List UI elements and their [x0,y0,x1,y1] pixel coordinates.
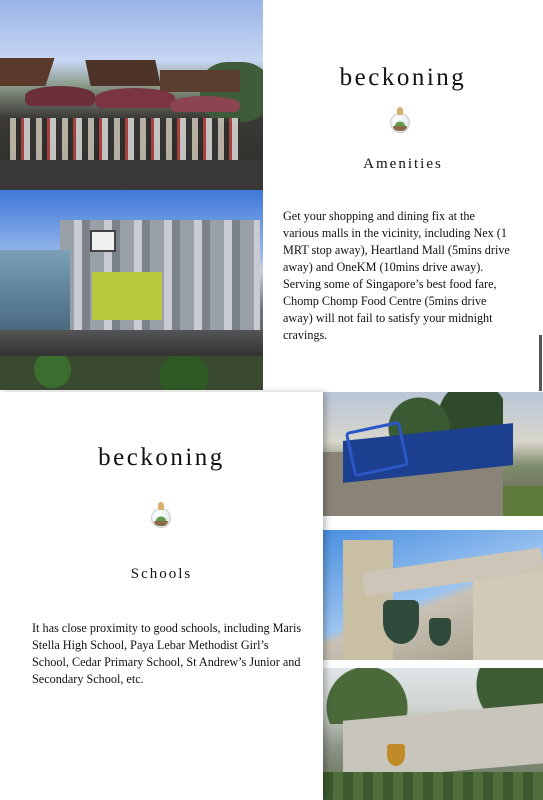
photo-paya-lebar-methodist-girls-school [323,668,543,800]
brand-title: beckoning [339,64,467,91]
photo-maris-stella-high-school [323,392,543,516]
photo-chomp-chomp-food-centre [0,0,263,190]
schools-body: It has close proximity to good schools, including Maris Stella High School, Paya Lebar Methodist Girl’s School, Cedar Primary School, St Andrew’s Junior and Secondary School, etc. [32,621,302,686]
schools-heading: Schools [130,566,193,582]
photo-st-andrews-village [323,530,543,660]
amenities-panel [263,0,543,390]
page-edge-divider [539,335,542,391]
terrarium-icon [151,502,171,528]
amenities-heading: Amenities [363,156,443,172]
schools-panel [0,392,323,800]
photo-nex-mall [0,190,263,390]
brand-title: beckoning [98,444,225,471]
amenities-body: Get your shopping and dining fix at the various malls in the vicinity, including Nex (1 MRT stop away), Heartland Mall (5mins drive away) and OneKM (10mins drive away). Serving some of Singapore’s best food fare, Chomp Chomp Food Centre (5mins drive away) will not fail to satisfy your midnight cravings. [283,209,510,342]
terrarium-icon [390,107,410,133]
